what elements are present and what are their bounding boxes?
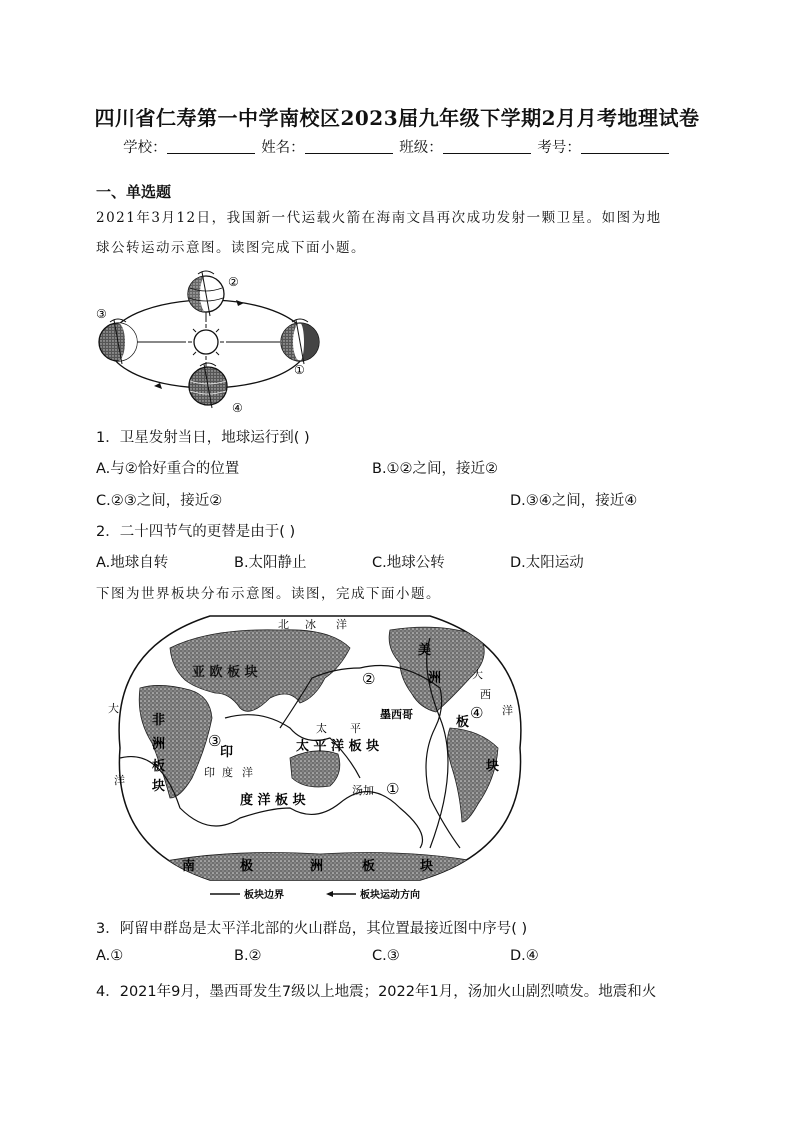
ocean-label-atlantic-e-3: 洋 bbox=[502, 704, 513, 717]
sun-icon bbox=[188, 324, 224, 360]
school-label: 学校： bbox=[123, 140, 167, 156]
plate-label-african-2: 洲 bbox=[152, 737, 166, 752]
map-marker-3: ③ bbox=[208, 732, 222, 750]
plate-label-african-4: 块 bbox=[152, 779, 166, 794]
place-label-tonga: 汤加 bbox=[352, 784, 374, 797]
australia-landmass bbox=[290, 751, 340, 787]
q2-option-b[interactable]: B.太阳静止 bbox=[234, 555, 307, 571]
q3-option-c[interactable]: C.③ bbox=[372, 948, 400, 964]
plate-label-antarctic-1: 南 bbox=[182, 859, 196, 874]
ocean-label-indian-1: 印 bbox=[204, 766, 215, 779]
place-label-mexico: 墨西哥 bbox=[380, 708, 413, 721]
class-label: 班级： bbox=[399, 140, 443, 156]
q1-option-c[interactable]: C.②③之间，接近② bbox=[96, 493, 223, 509]
plate-label-african-3: 板 bbox=[152, 759, 166, 774]
q2-option-c[interactable]: C.地球公转 bbox=[372, 555, 445, 571]
passage1-line1: 2021年3月12日，我国新一代运载火箭在海南文昌再次成功发射一颗卫星。如图为地 bbox=[96, 210, 662, 226]
q1-option-a[interactable]: A.与②恰好重合的位置 bbox=[96, 461, 240, 477]
plate-label-indo-1: 印 bbox=[220, 745, 234, 760]
ocean-label-atlantic-w-1: 大 bbox=[108, 702, 119, 715]
map-marker-4: ④ bbox=[470, 704, 484, 722]
plate-label-antarctic-5: 块 bbox=[420, 859, 434, 874]
q3-option-d[interactable]: D.④ bbox=[510, 948, 539, 964]
plate-map-figure bbox=[100, 608, 528, 908]
exam-title: 四川省仁寿第一中学南校区2023届九年级下学期2月月考地理试卷 bbox=[94, 106, 700, 130]
q3-option-a[interactable]: A.① bbox=[96, 948, 124, 964]
q2-option-a[interactable]: A.地球自转 bbox=[96, 555, 169, 571]
plate-label-pacific: 太 平 洋 板 块 bbox=[296, 739, 380, 754]
passage2-line1: 下图为世界板块分布示意图。读图，完成下面小题。 bbox=[96, 586, 441, 602]
class-blank[interactable] bbox=[443, 139, 531, 154]
map-marker-1: ① bbox=[386, 780, 400, 798]
question-3-stem: 3．阿留申群岛是太平洋北部的火山群岛，其位置最接近图中序号( ) bbox=[96, 921, 528, 937]
ocean-label-atlantic-e-2: 西 bbox=[480, 688, 491, 701]
earth-position-1 bbox=[281, 319, 319, 364]
name-blank[interactable] bbox=[305, 139, 393, 154]
question-2-stem: 2．二十四节气的更替是由于( ) bbox=[96, 524, 296, 540]
map-marker-2: ② bbox=[362, 670, 376, 688]
plate-label-indo-2: 度 洋 板 块 bbox=[240, 793, 306, 808]
ocean-label-atlantic-e-1: 大 bbox=[472, 668, 483, 681]
orbit-label-4: ④ bbox=[232, 401, 243, 414]
number-label: 考号： bbox=[537, 140, 581, 156]
orbit-label-3: ③ bbox=[96, 307, 107, 321]
q2-option-d[interactable]: D.太阳运动 bbox=[510, 555, 584, 571]
orbit-arrow-icon bbox=[154, 383, 162, 389]
section-heading: 一、单选题 bbox=[96, 183, 172, 201]
earth-position-4 bbox=[189, 363, 227, 408]
plate-label-american-1: 美 bbox=[418, 643, 432, 658]
ocean-label-arctic-2: 冰 bbox=[305, 618, 316, 631]
plate-label-african-1: 非 bbox=[152, 713, 166, 728]
question-1-stem: 1．卫星发射当日，地球运行到( ) bbox=[96, 430, 310, 446]
earth-position-2 bbox=[188, 271, 224, 316]
school-blank[interactable] bbox=[167, 139, 255, 154]
orbit-figure bbox=[94, 268, 334, 414]
orbit-arrow-icon bbox=[236, 300, 244, 306]
ocean-label-pacific-1: 太 bbox=[316, 722, 327, 735]
legend-direction-arrow-icon bbox=[326, 891, 333, 897]
plate-label-american-4: 块 bbox=[486, 759, 500, 774]
ocean-label-arctic-3: 洋 bbox=[336, 618, 347, 631]
ocean-label-indian-3: 洋 bbox=[242, 766, 253, 779]
student-info-line bbox=[0, 136, 794, 157]
plate-label-antarctic-4: 板 bbox=[362, 859, 376, 874]
ocean-label-atlantic-w-3: 洋 bbox=[114, 774, 125, 787]
q1-option-d[interactable]: D.③④之间，接近④ bbox=[510, 493, 638, 509]
q3-option-b[interactable]: B.② bbox=[234, 948, 262, 964]
name-label: 姓名： bbox=[261, 140, 305, 156]
plate-label-american-3: 板 bbox=[456, 715, 470, 730]
q1-option-b[interactable]: B.①②之间，接近② bbox=[372, 461, 499, 477]
passage1-line2: 球公转运动示意图。读图完成下面小题。 bbox=[96, 240, 366, 256]
plate-label-eurasian: 亚 欧 板 块 bbox=[192, 665, 258, 680]
ocean-label-indian-2: 度 bbox=[222, 766, 233, 779]
plate-label-antarctic-2: 极 bbox=[240, 859, 254, 874]
ocean-label-pacific-2: 平 bbox=[350, 722, 361, 735]
ocean-label-arctic-1: 北 bbox=[278, 618, 289, 631]
earth-position-3 bbox=[99, 319, 137, 364]
orbit-label-2: ② bbox=[228, 275, 239, 289]
question-4-stem: 4．2021年9月，墨西哥发生7级以上地震；2022年1月，汤加火山剧烈喷发。地震和火 bbox=[96, 984, 657, 1000]
plate-label-american-2: 洲 bbox=[428, 671, 442, 686]
plate-label-antarctic-3: 洲 bbox=[310, 859, 324, 874]
number-blank[interactable] bbox=[581, 139, 669, 154]
orbit-label-1: ① bbox=[294, 363, 305, 377]
legend-direction-label: 板块运动方向 bbox=[360, 890, 420, 901]
legend-boundary-label: 板块边界 bbox=[244, 890, 284, 901]
